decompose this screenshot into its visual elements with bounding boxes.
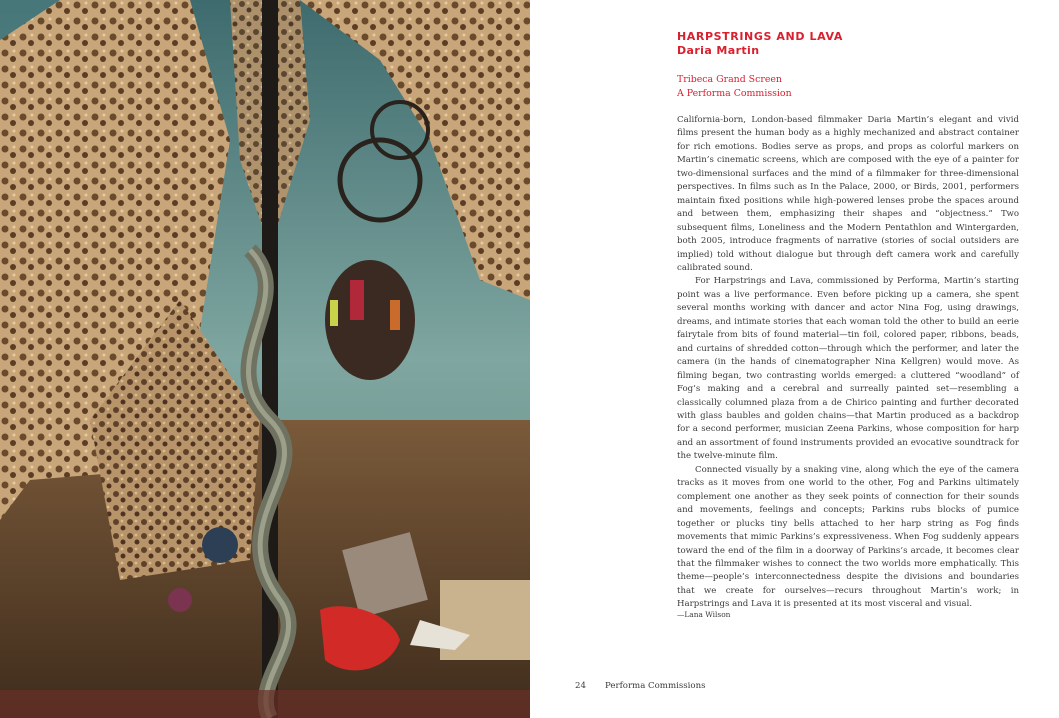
article-venue: Tribeca Grand Screen [677, 74, 782, 85]
paragraph-2: For Harpstrings and Lava, commissioned by Performa, Martin’s starting point was a live performance. Even before picking up a camera, she spent several months working with dancer and actor Nina Fog, using drawings, dreams, and intimate stories that each woman told the other to build an eerie fairytale from bits of found material—tin foil, colored paper, ribbons, beads, and curtains of shredded cotton—through which the performer, and later the camera (in the hands of cinematographer Nina Kellgren) would move. As filming began, two contrasting worlds emerged: a cluttered “woodland” of Fog’s making and a cerebral and surreally painted set—resembling a classically columned plaza from a de Chirico painting and further decorated with glass baubles and golden chains—that Martin produced as a backdrop for a second performer, musician Zeena Parkins, whose composition for harp and an assortment of found instruments provided an evocative soundtrack for the twelve-minute film. [677, 276, 1019, 462]
paragraph-1: California-born, London-based filmmaker Daria Martin’s elegant and vivid films present the human body as a highly mechanized and abstract container for rich emotions. Bodies serve as props, and props as colorful markers on Martin’s cinematic screens, which are composed with the eye of a painter for two-dimensional surfaces and the mind of a filmmaker for three-dimensional perspectives. In films such as In the Palace, 2000, or Birds, 2001, performers maintain fixed positions while high-powered lenses probe the spaces around and between them, emphasizing their shapes and “objectness.” Two subsequent films, Loneliness and the Modern Pentathlon and Wintergarden, both 2005, introduce fragments of narrative (stories of social outsiders are implied) told without dialogue but through deft camera work and carefully calibrated sound. [677, 115, 1019, 273]
running-footer: Performa Commissions [605, 681, 706, 691]
paragraph-3: Connected visually by a snaking vine, along which the eye of the camera tracks as it moves from one world to the other, Fog and Parkins ultimately complement one another as they seek points of connection for their sounds and movements, feelings and concepts; Parkins rubs blocks of pumice together or plucks tiny bells attached to her harp string as Fog finds movements that mimic Parkins’s expressiveness. When Fog suddenly appears toward the end of the film in a doorway of Parkins’s arcade, it becomes clear that the filmmaker wishes to connect the two worlds more emphatically. This theme—people’s interconnectedness despite the divisions and boundaries that we create for ourselves—recurs throughout Martin’s work; in Harpstrings and Lava it is presented at its most visceral and visual. [677, 464, 1019, 610]
author-credit: —Lana Wilson [677, 610, 731, 619]
page-number: 24 [575, 681, 586, 691]
article-author: Daria Martin [677, 44, 760, 57]
text-page [530, 0, 1059, 718]
article-body [677, 114, 1019, 612]
article-commission: A Performa Commission [677, 88, 792, 99]
article-title: HARPSTRINGS AND LAVA [677, 30, 843, 43]
